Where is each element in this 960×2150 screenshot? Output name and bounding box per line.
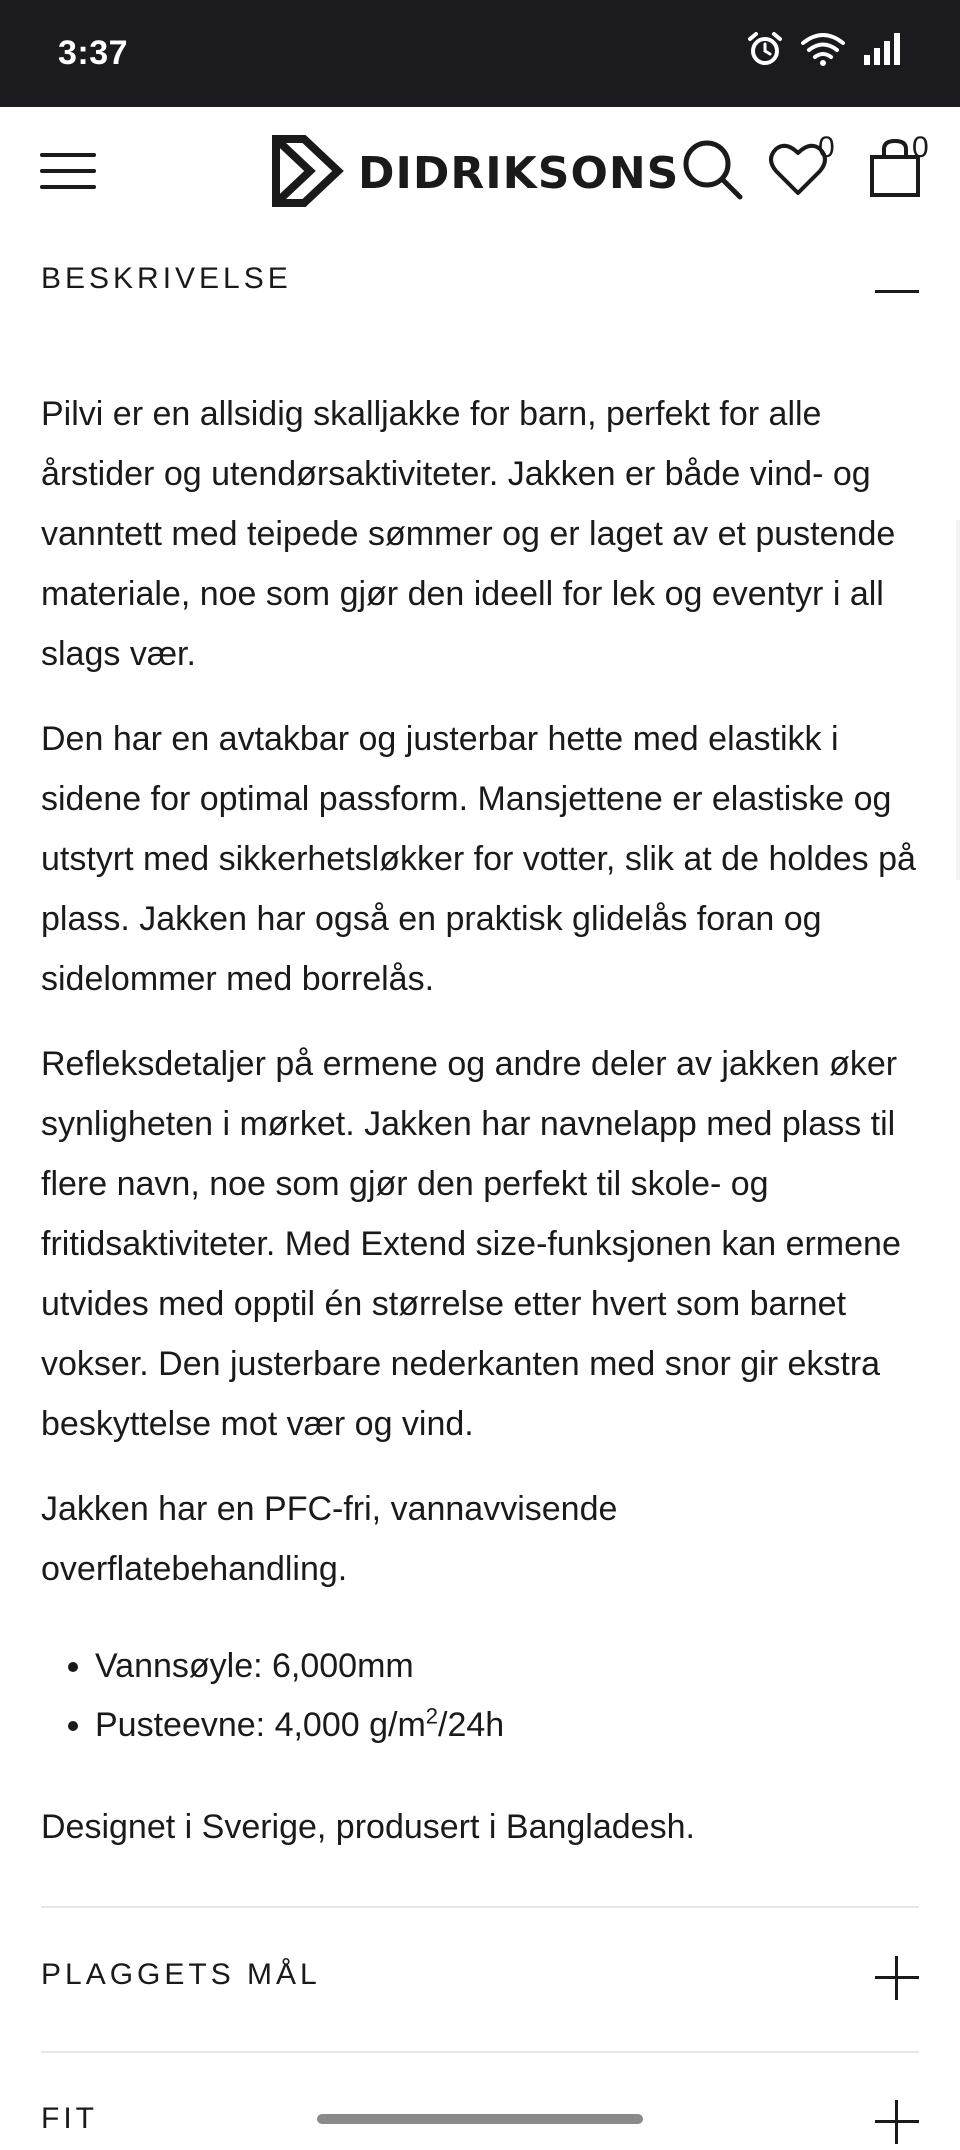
description-paragraph: Pilvi er en allsidig skalljakke for barn, perfekt for alle årstider og utendørsaktiviteter. Jakken er både vind- og vanntett med teipede sømmer og er laget av et pustende materiale, noe som gjør den ideell for lek og eventyr i all slags vær. xyxy=(41,395,896,673)
status-bar xyxy=(0,0,960,107)
divider xyxy=(41,2051,919,2053)
status-time: 3:37 xyxy=(58,34,129,72)
accordion-description-header[interactable] xyxy=(41,256,919,316)
cart-count: 0 xyxy=(912,131,929,164)
divider xyxy=(41,1906,919,1908)
description-paragraph: Jakken har en PFC-fri, vannavvisende overflatebehandling. xyxy=(41,1490,618,1588)
minus-icon[interactable] xyxy=(875,282,919,300)
brand-name: DIDRIKSONS xyxy=(358,148,680,199)
search-icon[interactable] xyxy=(680,137,744,206)
origin-text: Designet i Sverige, produsert i Bangladesh. xyxy=(41,1808,695,1846)
scrollbar[interactable] xyxy=(956,520,960,880)
accordion-description-title: BESKRIVELSE xyxy=(41,262,292,295)
plus-icon[interactable] xyxy=(875,2100,919,2149)
accordion-measurements-header[interactable] xyxy=(41,1946,919,2006)
brand-logo[interactable] xyxy=(270,135,679,212)
spec-item: • Pusteevne: 4,000 $g/m^2/24h$ xyxy=(95,1696,921,1755)
plus-icon[interactable] xyxy=(875,1956,919,2005)
accordion-fit-title: FIT xyxy=(41,2102,98,2135)
description-body xyxy=(41,384,921,1882)
description-paragraph: Den har en avtakbar og justerbar hette med elastikk i sidene for optimal passform. Mansjettene er elastiske og utstyrt med sikkerhetsløkker for votter, slik at de holdes på plass. Jakken har også en praktisk glidelås foran og sidelommer med borrelås. xyxy=(41,720,916,998)
logo-mark-icon xyxy=(270,135,344,212)
site-header xyxy=(0,107,960,235)
home-indicator[interactable] xyxy=(317,2114,643,2124)
superscript: 2 xyxy=(425,1703,439,1729)
menu-icon[interactable] xyxy=(40,151,96,191)
spec-item: • Vannsøyle: 6,000mm xyxy=(95,1637,921,1696)
signal-icon xyxy=(862,31,902,72)
alarm-icon xyxy=(746,30,784,73)
description-paragraph: Refleksdetaljer på ermene og andre deler av jakken øker synligheten i mørket. Jakken har navnelapp med plass til flere navn, noe som gjør den perfekt til skole- og fritidsaktiviteter. Med Extend size-funksjonen kan ermene utvides med opptil én størrelse etter hvert som barnet vokser. Den justerbare nederkanten med snor gir ekstra beskyttelse mot vær og vind. xyxy=(41,1045,901,1443)
status-icons xyxy=(746,30,902,73)
wishlist-count: 0 xyxy=(818,131,835,164)
spec-list xyxy=(41,1637,921,1755)
accordion-measurements-title: PLAGGETS MÅL xyxy=(41,1958,321,1991)
wifi-icon xyxy=(800,31,846,72)
